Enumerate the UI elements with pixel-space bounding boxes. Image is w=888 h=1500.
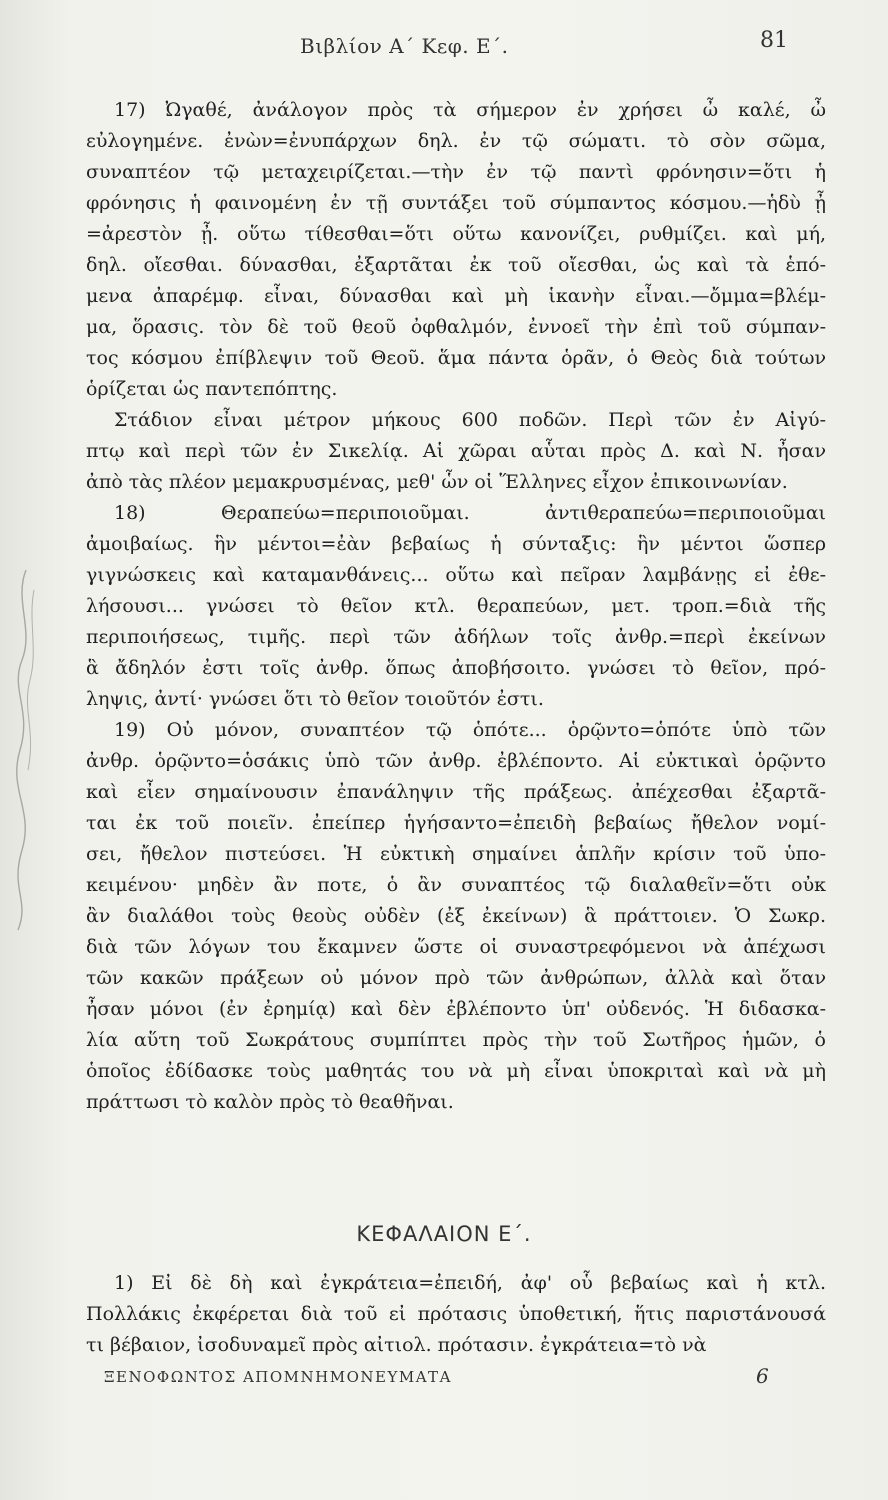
text-line: ὁποῖος ἐδίδασκε τοὺς μαθητάς του νὰ μὴ εἶναι ὑποκριταὶ καὶ νὰ μὴ [86, 1060, 826, 1082]
text-line: τῶν κακῶν πράξεων οὐ μόνον πρὸ τῶν ἀνθρώπων, ἀλλὰ καὶ ὅταν [86, 967, 826, 989]
text-line: περιποιήσεως, τιμῆς. περὶ τῶν ἀδήλων τοῖς ἀνθρ.=περὶ ἐκείνων [86, 626, 826, 648]
text-line: τος κόσμου ἐπίβλεψιν τοῦ Θεοῦ. ἅμα πάντα ὁρᾶν, ὁ Θεὸς διὰ τούτων [86, 347, 826, 369]
text-line: 18) Θεραπεύω=περιποιοῦμαι. ἀντιθεραπεύω=περιποιοῦμαι [114, 502, 826, 524]
text-line: Πολλάκις ἐκφέρεται διὰ τοῦ εἰ πρότασις ὑποθετική, ἥτις παριστάνουσά [86, 1303, 826, 1325]
text-line: ἀμοιβαίως. ἣν μέντοι=ἐὰν βεβαίως ἡ σύνταξις: ἣν μέντοι ὥσπερ [86, 533, 826, 555]
text-line: λήσουσι... γνώσει τὸ θεῖον κτλ. θεραπεύων, μετ. τροπ.=διὰ τῆς [86, 595, 826, 617]
text-line: ἂν διαλάθοι τοὺς θεοὺς οὐδὲν (ἐξ ἐκείνων) ἃ πράττοιεν. Ὁ Σωκρ. [86, 905, 826, 927]
text-line: σει, ἤθελον πιστεύσει. Ἡ εὐκτικὴ σημαίνει ἁπλῆν κρίσιν τοῦ ὑπο- [86, 843, 826, 865]
text-line: καὶ εἶεν σημαίνουσιν ἐπανάληψιν τῆς πράξεως. ἀπέχεσθαι ἐξαρτᾶ- [86, 781, 826, 803]
text-line: λία αὕτη τοῦ Σωκράτους συμπίπτει πρὸς τὴν τοῦ Σωτῆρος ἡμῶν, ὁ [86, 1029, 826, 1051]
text-line: ὁρίζεται ὡς παντεπόπτης. [86, 378, 338, 400]
text-line: Στάδιον εἶναι μέτρον μήκους 600 ποδῶν. Περὶ τῶν ἐν Αἰγύ- [114, 409, 826, 431]
page-footer [0, 1364, 888, 1398]
text-line: πράττωσι τὸ καλὸν πρὸς τὸ θεαθῆναι. [86, 1091, 454, 1113]
text-line: μενα ἀπαρέμφ. εἶναι, δύνασθαι καὶ μὴ ἱκανὴν εἶναι.—ὄμμα=βλέμ- [86, 285, 826, 307]
text-line: κειμένου· μηδὲν ἂν ποτε, ὁ ἂν συναπτέος τῷ διαλαθεῖν=ὅτι οὐκ [86, 874, 826, 896]
text-line: συναπτέον τῷ μεταχειρίζεται.—τὴν ἐν τῷ παντὶ φρόνησιν=ὅτι ἡ [86, 161, 826, 183]
text-line: διὰ τῶν λόγων του ἔκαμνεν ὥστε οἱ συναστρεφόμενοι νὰ ἀπέχωσι [86, 936, 826, 958]
text-line: =ἀρεστὸν ᾖ. οὕτω τίθεσθαι=ὅτι οὕτω κανονίζει, ρυθμίζει. καὶ μή, [86, 223, 826, 245]
signature-number: 6 [756, 1364, 769, 1388]
text-line: 1) Εἰ δὲ δὴ καὶ ἐγκράτεια=ἐπειδή, ἀφ' οὗ βεβαίως καὶ ἡ κτλ. [114, 1272, 826, 1294]
text-line: ἀπὸ τὰς πλέον μεμακρυσμένας, μεθ' ὧν οἱ Ἕλληνες εἶχον ἐπικοινωνίαν. [86, 471, 788, 493]
running-header [0, 28, 888, 64]
chapter-commentary [86, 1268, 826, 1361]
text-line: πτῳ καὶ περὶ τῶν ἐν Σικελίᾳ. Αἱ χῶραι αὗται πρὸς Δ. καὶ Ν. ἦσαν [86, 440, 826, 462]
text-line: ἦσαν μόνοι (ἐν ἐρημίᾳ) καὶ δὲν ἐβλέποντο ὑπ' οὐδενός. Ἡ διδασκα- [86, 998, 826, 1020]
text-line: δηλ. οἴεσθαι. δύνασθαι, ἐξαρτᾶται ἐκ τοῦ οἴεσθαι, ὡς καὶ τὰ ἑπό- [86, 254, 826, 276]
handwritten-stamp-icon [4, 560, 44, 940]
footer-title: ΞΕΝΟΦΩΝΤΟΣ ΑΠΟΜΝΗΜΟΝΕΥΜΑΤΑ [104, 1368, 452, 1386]
text-line: ἀνθρ. ὁρῷντο=ὁσάκις ὑπὸ τῶν ἀνθρ. ἐβλέποντο. Αἱ εὐκτικαὶ ὁρῷντο [86, 750, 826, 772]
page-number: 81 [760, 28, 788, 53]
text-line: μα, ὅρασις. τὸν δὲ τοῦ θεοῦ ὀφθαλμόν, ἐννοεῖ τὴν ἐπὶ τοῦ σύμπαν- [86, 316, 826, 338]
header-title: Βιβλίον Α΄ Κεφ. Ε΄. [300, 34, 509, 58]
text-line: ληψις, ἀντί· γνώσει ὅτι τὸ θεῖον τοιοῦτόν ἐστι. [86, 688, 544, 710]
text-line: ται ἐκ τοῦ ποιεῖν. ἐπείπερ ἡγήσαντο=ἐπειδὴ βεβαίως ἤθελον νομί- [86, 812, 826, 834]
text-line: φρόνησις ἡ φαινομένη ἐν τῇ συντάξει τοῦ σύμπαντος κόσμου.—ἡδὺ ᾖ [86, 192, 826, 214]
chapter-heading: ΚΕΦΑΛΑΙΟΝ Ε΄. [356, 1222, 532, 1246]
text-line: ἃ ἄδηλόν ἐστι τοῖς ἀνθρ. ὅπως ἀποβήσοιτο. γνώσει τὸ θεῖον, πρό- [86, 657, 826, 679]
text-line: 17) Ὠγαθέ, ἀνάλογον πρὸς τὰ σήμερον ἐν χρήσει ὦ καλέ, ὦ [114, 99, 826, 121]
text-line: 19) Οὐ μόνον, συναπτέον τῷ ὁπότε... ὁρῷντο=ὁπότε ὑπὸ τῶν [114, 719, 826, 741]
text-line: τι βέβαιον, ἰσοδυναμεῖ πρὸς αἰτιολ. πρότασιν. ἐγκράτεια=τὸ νὰ [86, 1334, 707, 1356]
commentary-body [86, 95, 826, 1118]
text-line: γιγνώσκεις καὶ καταμανθάνεις... οὕτω καὶ πεῖραν λαμβάνῃς εἰ ἐθε- [86, 564, 826, 586]
text-line: εὐλογημένε. ἐνὼν=ἐνυπάρχων δηλ. ἐν τῷ σώματι. τὸ σὸν σῶμα, [86, 130, 826, 152]
